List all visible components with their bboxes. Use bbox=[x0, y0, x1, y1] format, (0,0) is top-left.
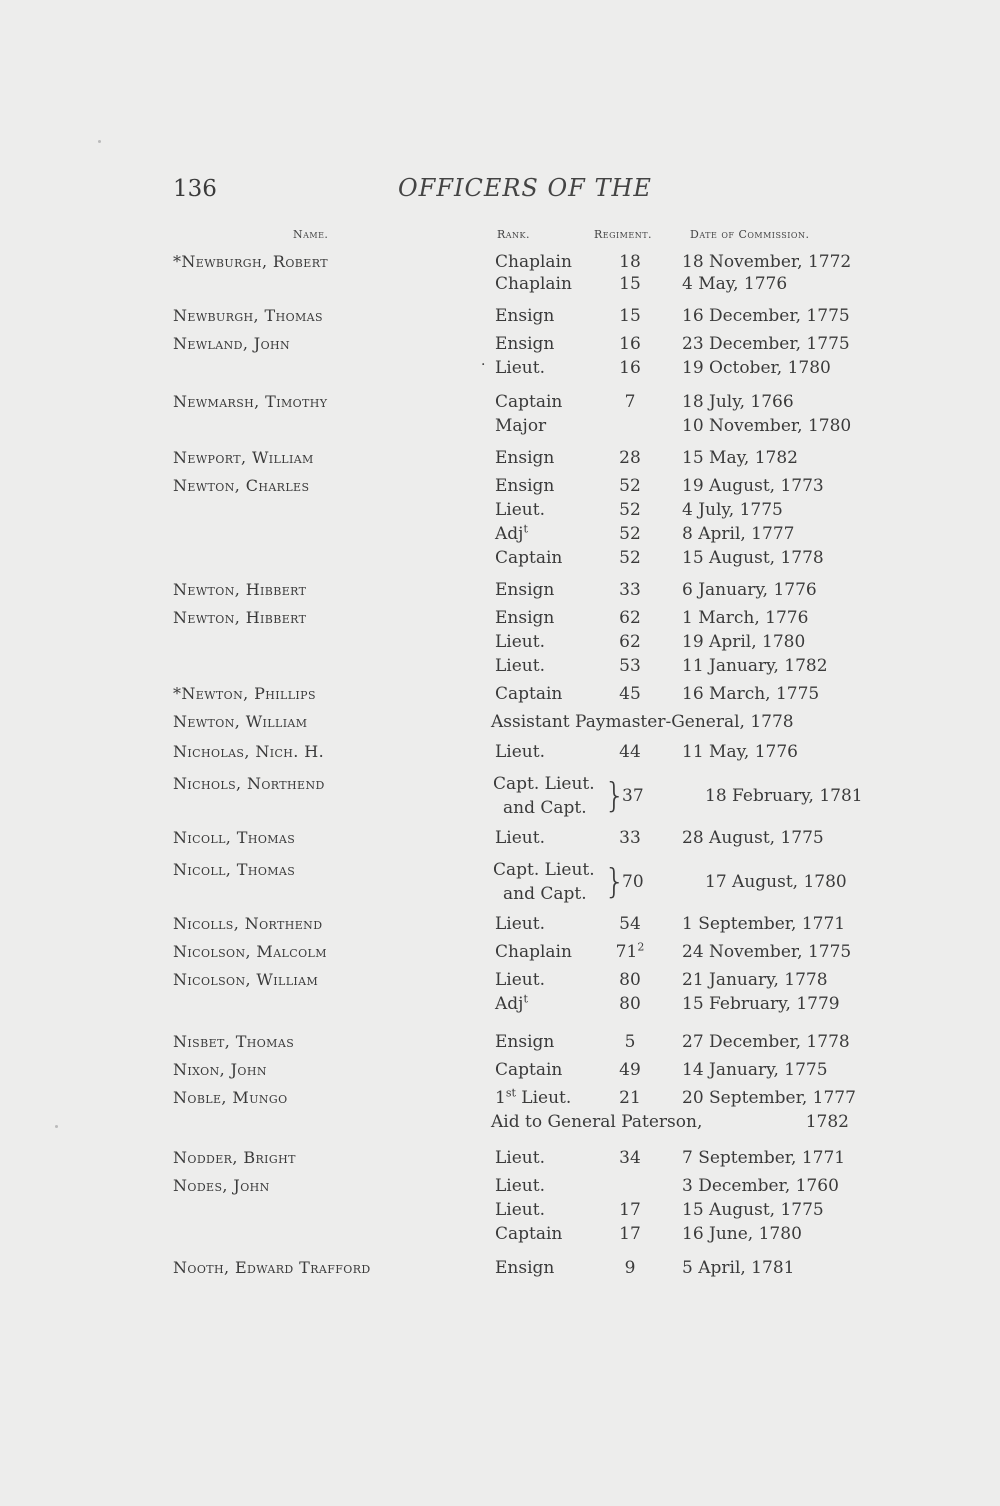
officer-rank bbox=[495, 940, 572, 964]
rank-text: Ensign bbox=[495, 580, 555, 600]
officer-name: Newton, Charles bbox=[173, 476, 310, 495]
paper-speck bbox=[55, 1125, 58, 1128]
officer-regiment bbox=[605, 682, 655, 706]
officer-regiment bbox=[605, 1058, 655, 1082]
officer-regiment bbox=[605, 1198, 655, 1222]
commission-date: 1 March, 1776 bbox=[682, 608, 809, 628]
appointment-note bbox=[491, 1110, 849, 1134]
rank-text: Major bbox=[495, 416, 547, 436]
officer-regiment bbox=[605, 522, 655, 546]
table-row bbox=[0, 1222, 1000, 1246]
officer-rank bbox=[495, 1222, 562, 1246]
officer-name: Newmarsh, Timothy bbox=[173, 392, 328, 411]
officer-rank bbox=[495, 250, 572, 274]
officer-rank bbox=[493, 772, 595, 820]
rank-line: and Capt. bbox=[503, 798, 587, 818]
regiment-number: 52 bbox=[619, 548, 641, 568]
commission-date: 4 July, 1775 bbox=[682, 500, 783, 520]
rank-text: Captain bbox=[495, 1060, 563, 1080]
officer-name: Nicolson, Malcolm bbox=[173, 942, 327, 961]
officer-rank bbox=[495, 272, 572, 296]
table-row bbox=[0, 414, 1000, 438]
officer-rank bbox=[495, 522, 528, 546]
table-row bbox=[0, 1256, 1000, 1280]
table-row bbox=[0, 968, 1000, 992]
rank-line: Capt. Lieut. bbox=[493, 860, 595, 880]
rank-text: Ensign bbox=[495, 448, 555, 468]
officer-regiment bbox=[605, 826, 655, 850]
officer-regiment: 37 bbox=[622, 786, 644, 806]
officer-name: Nicolson, William bbox=[173, 970, 319, 989]
commission-date: 15 August, 1775 bbox=[682, 1200, 824, 1220]
officer-name: Nixon, John bbox=[173, 1060, 267, 1079]
rank-text: Lieut. bbox=[495, 500, 545, 520]
regiment-number: 80 bbox=[619, 994, 641, 1014]
commission-date: 19 August, 1773 bbox=[682, 476, 824, 496]
table-row bbox=[0, 740, 1000, 764]
regiment-number: 33 bbox=[619, 580, 641, 600]
officer-rank bbox=[495, 606, 554, 630]
commission-date: 17 August, 1780 bbox=[705, 872, 847, 892]
table-row bbox=[0, 474, 1000, 498]
regiment-number: 54 bbox=[619, 914, 641, 934]
commission-date: 8 April, 1777 bbox=[682, 524, 795, 544]
officer-regiment bbox=[605, 1030, 655, 1054]
table-row bbox=[0, 912, 1000, 936]
table-row bbox=[0, 1030, 1000, 1054]
officer-regiment bbox=[605, 606, 655, 630]
commission-date: 21 January, 1778 bbox=[682, 970, 828, 990]
rank-text: Lieut. bbox=[495, 632, 545, 652]
commission-date: 15 May, 1782 bbox=[682, 448, 798, 468]
officer-rank bbox=[495, 1146, 545, 1170]
table-row bbox=[0, 498, 1000, 522]
rank-line: and Capt. bbox=[503, 884, 587, 904]
rank-text: Lieut. bbox=[495, 742, 545, 762]
officer-name: *Newburgh, Robert bbox=[173, 252, 328, 271]
rank-text: Captain bbox=[495, 392, 563, 412]
rank-text: Ensign bbox=[495, 306, 555, 326]
officer-regiment bbox=[605, 304, 655, 328]
table-row bbox=[0, 332, 1000, 356]
commission-date: 10 November, 1780 bbox=[682, 416, 852, 436]
officer-rank bbox=[495, 740, 545, 764]
officer-rank bbox=[495, 826, 545, 850]
brace-glyph: } bbox=[604, 776, 626, 816]
table-row bbox=[0, 578, 1000, 602]
officer-regiment bbox=[605, 654, 655, 678]
header-date: Date of Commission. bbox=[690, 228, 810, 241]
table-row bbox=[0, 606, 1000, 630]
table-row bbox=[0, 1146, 1000, 1170]
officer-name: Newburgh, Thomas bbox=[173, 306, 323, 325]
officer-rank bbox=[495, 682, 562, 706]
commission-date: 15 August, 1778 bbox=[682, 548, 824, 568]
regiment-number: 45 bbox=[619, 684, 641, 704]
officer-rank bbox=[495, 1058, 562, 1082]
commission-date: 24 November, 1775 bbox=[682, 942, 852, 962]
regiment-number: 5 bbox=[624, 1032, 636, 1052]
officer-name: Newport, William bbox=[173, 448, 314, 467]
rank-text: Lieut. bbox=[495, 1176, 545, 1196]
table-row bbox=[0, 654, 1000, 678]
officer-regiment bbox=[605, 992, 655, 1016]
officer-name: Nicolls, Northend bbox=[173, 914, 323, 933]
rank-text: Ensign bbox=[495, 608, 555, 628]
officer-regiment bbox=[605, 630, 655, 654]
commission-date: 27 December, 1778 bbox=[682, 1032, 850, 1052]
officer-rank bbox=[495, 912, 545, 936]
running-title: OFFICERS OF THE bbox=[398, 174, 652, 202]
officer-rank bbox=[495, 992, 528, 1016]
rank-text: Lieut. bbox=[495, 828, 545, 848]
commission-date: 3 December, 1760 bbox=[682, 1176, 839, 1196]
officer-rank bbox=[493, 858, 595, 906]
commission-date: 1 September, 1771 bbox=[682, 914, 846, 934]
officer-regiment bbox=[605, 578, 655, 602]
regiment-number: 9 bbox=[624, 1258, 636, 1278]
officer-rank bbox=[495, 1174, 545, 1198]
rank-text: Lieut. bbox=[495, 970, 545, 990]
rank-text: Captain bbox=[495, 684, 563, 704]
rank-text: Ensign bbox=[495, 1258, 555, 1278]
commission-date: 18 November, 1772 bbox=[682, 252, 852, 272]
table-row bbox=[0, 710, 1000, 734]
appointment-note: Assistant Paymaster-General, 1778 bbox=[491, 712, 794, 732]
rank-text: Adj bbox=[495, 524, 524, 544]
officer-name: Nicoll, Thomas bbox=[173, 860, 296, 879]
regiment-number: 49 bbox=[619, 1060, 641, 1080]
table-row bbox=[0, 390, 1000, 414]
officer-rank bbox=[495, 1030, 554, 1054]
officer-regiment bbox=[605, 912, 655, 936]
commission-date: 28 August, 1775 bbox=[682, 828, 824, 848]
regiment-number: 62 bbox=[619, 632, 641, 652]
officer-regiment bbox=[605, 446, 655, 470]
rank-text: Lieut. bbox=[495, 656, 545, 676]
table-row bbox=[0, 858, 1000, 908]
officer-rank bbox=[495, 654, 545, 678]
rank-text: Lieut. bbox=[495, 914, 545, 934]
table-row bbox=[0, 546, 1000, 570]
appointment-text: Aid to General Paterson, bbox=[491, 1112, 703, 1132]
officer-rank bbox=[495, 474, 554, 498]
officer-regiment bbox=[605, 968, 655, 992]
regiment-number: 44 bbox=[619, 742, 641, 762]
officer-name: Nisbet, Thomas bbox=[173, 1032, 295, 1051]
officer-regiment bbox=[605, 250, 655, 274]
commission-date: 16 June, 1780 bbox=[682, 1224, 802, 1244]
regiment-number: 16 bbox=[619, 334, 641, 354]
table-row bbox=[0, 1174, 1000, 1198]
rank-text: Chaplain bbox=[495, 252, 572, 272]
commission-date: 7 September, 1771 bbox=[682, 1148, 846, 1168]
officer-rank bbox=[495, 414, 546, 438]
rank-text: Lieut. bbox=[495, 1148, 545, 1168]
officer-rank bbox=[495, 968, 545, 992]
officer-name: Noble, Mungo bbox=[173, 1088, 288, 1107]
officer-name: Nicoll, Thomas bbox=[173, 828, 296, 847]
officer-rank bbox=[495, 446, 554, 470]
rank-text: Adj bbox=[495, 994, 524, 1014]
commission-date: 19 April, 1780 bbox=[682, 632, 806, 652]
commission-date: 18 July, 1766 bbox=[682, 392, 794, 412]
commission-date: 11 May, 1776 bbox=[682, 742, 798, 762]
commission-date: 20 September, 1777 bbox=[682, 1088, 856, 1108]
paper-speck bbox=[98, 140, 101, 143]
officer-regiment bbox=[605, 740, 655, 764]
commission-date: 11 January, 1782 bbox=[682, 656, 828, 676]
officer-name: Newland, John bbox=[173, 334, 291, 353]
officer-name: Nodes, John bbox=[173, 1176, 270, 1195]
officer-regiment bbox=[605, 332, 655, 356]
officer-rank bbox=[495, 546, 562, 570]
table-row bbox=[0, 992, 1000, 1016]
regiment-number: 16 bbox=[619, 358, 641, 378]
commission-date: 23 December, 1775 bbox=[682, 334, 850, 354]
regiment-number: 34 bbox=[619, 1148, 641, 1168]
regiment-number: 52 bbox=[619, 524, 641, 544]
table-row bbox=[0, 940, 1000, 964]
regiment-number: 7 bbox=[624, 392, 636, 412]
rank-superscript: t bbox=[523, 992, 528, 1006]
regiment-number: 15 bbox=[619, 274, 641, 294]
officer-rank bbox=[495, 356, 545, 380]
officer-regiment bbox=[605, 1222, 655, 1246]
table-row bbox=[0, 772, 1000, 822]
commission-date: 5 April, 1781 bbox=[682, 1258, 795, 1278]
commission-date: 4 May, 1776 bbox=[682, 274, 788, 294]
commission-date: 16 December, 1775 bbox=[682, 306, 850, 326]
officer-regiment: 70 bbox=[622, 872, 644, 892]
officer-rank bbox=[495, 304, 554, 328]
regiment-number: 15 bbox=[619, 306, 641, 326]
officer-rank bbox=[495, 630, 545, 654]
table-row bbox=[0, 1086, 1000, 1110]
officer-name: Newton, Hibbert bbox=[173, 608, 307, 627]
rank-line: Capt. Lieut. bbox=[493, 774, 595, 794]
regiment-number: 33 bbox=[619, 828, 641, 848]
officer-rank bbox=[495, 1256, 554, 1280]
rank-text: Ensign bbox=[495, 334, 555, 354]
officer-regiment bbox=[605, 1086, 655, 1110]
table-row bbox=[0, 522, 1000, 546]
officer-name: *Newton, Phillips bbox=[173, 684, 316, 703]
header-regiment: Regiment. bbox=[594, 228, 653, 241]
officer-regiment bbox=[605, 1146, 655, 1170]
rank-text-suffix: Lieut. bbox=[515, 1088, 572, 1108]
commission-date: 14 January, 1775 bbox=[682, 1060, 828, 1080]
table-row bbox=[0, 826, 1000, 850]
table-row bbox=[0, 272, 1000, 296]
officer-regiment bbox=[605, 1256, 655, 1280]
table-row bbox=[0, 356, 1000, 380]
regiment-number: 21 bbox=[619, 1088, 641, 1108]
officer-name: Newton, Hibbert bbox=[173, 580, 307, 599]
regiment-number: 17 bbox=[619, 1224, 641, 1244]
table-row bbox=[0, 250, 1000, 274]
officer-rank bbox=[495, 498, 545, 522]
rank-text: Chaplain bbox=[495, 274, 572, 294]
officer-regiment bbox=[605, 474, 655, 498]
table-row bbox=[0, 630, 1000, 654]
header-rank: Rank. bbox=[497, 228, 531, 241]
officer-rank bbox=[495, 578, 554, 602]
page-number: 136 bbox=[173, 176, 217, 202]
officer-name: Nicholas, Nich. H. bbox=[173, 742, 325, 761]
rank-text: Captain bbox=[495, 548, 563, 568]
commission-date: 15 February, 1779 bbox=[682, 994, 840, 1014]
rank-text: Ensign bbox=[495, 1032, 555, 1052]
officer-rank bbox=[495, 1086, 571, 1110]
officer-regiment bbox=[605, 356, 655, 380]
officer-name: Nichols, Northend bbox=[173, 774, 325, 793]
officer-name: Nodder, Bright bbox=[173, 1148, 296, 1167]
table-row bbox=[0, 304, 1000, 328]
commission-date: 18 February, 1781 bbox=[705, 786, 863, 806]
brace-glyph: } bbox=[604, 862, 626, 902]
rank-text: Chaplain bbox=[495, 942, 572, 962]
regiment-number: 53 bbox=[619, 656, 641, 676]
commission-date: 16 March, 1775 bbox=[682, 684, 820, 704]
officer-regiment bbox=[605, 940, 655, 964]
regiment-number: 52 bbox=[619, 476, 641, 496]
officer-regiment bbox=[605, 272, 655, 296]
regiment-number: 17 bbox=[619, 1200, 641, 1220]
table-row bbox=[0, 1058, 1000, 1082]
rank-text: Lieut. bbox=[495, 1200, 545, 1220]
rank-text: Captain bbox=[495, 1224, 563, 1244]
table-row bbox=[0, 1198, 1000, 1222]
regiment-number: 71 bbox=[615, 942, 638, 962]
rank-superscript: t bbox=[523, 522, 528, 536]
table-row bbox=[0, 1110, 1000, 1134]
officer-rank bbox=[495, 1198, 545, 1222]
commission-date: 6 January, 1776 bbox=[682, 580, 817, 600]
officer-name: Nooth, Edward Trafford bbox=[173, 1258, 371, 1277]
rank-text: 1 bbox=[495, 1088, 506, 1108]
officer-regiment bbox=[605, 546, 655, 570]
rank-text: Lieut. bbox=[495, 358, 545, 378]
officer-rank bbox=[495, 332, 554, 356]
officer-regiment bbox=[605, 498, 655, 522]
regiment-number: 28 bbox=[619, 448, 641, 468]
table-row bbox=[0, 682, 1000, 706]
appointment-year: 1782 bbox=[805, 1112, 849, 1132]
header-name: Name. bbox=[293, 228, 329, 241]
regiment-number: 62 bbox=[619, 608, 641, 628]
officer-name: Newton, William bbox=[173, 712, 308, 731]
regiment-number: 80 bbox=[619, 970, 641, 990]
regiment-number: 18 bbox=[619, 252, 641, 272]
officer-regiment bbox=[605, 390, 655, 414]
rank-superscript: st bbox=[505, 1086, 516, 1100]
regiment-number: 52 bbox=[619, 500, 641, 520]
rank-text: Ensign bbox=[495, 476, 555, 496]
regiment-superscript: 2 bbox=[637, 940, 645, 954]
margin-dot: · bbox=[481, 357, 486, 373]
table-row bbox=[0, 446, 1000, 470]
commission-date: 19 October, 1780 bbox=[682, 358, 831, 378]
officer-rank bbox=[495, 390, 562, 414]
